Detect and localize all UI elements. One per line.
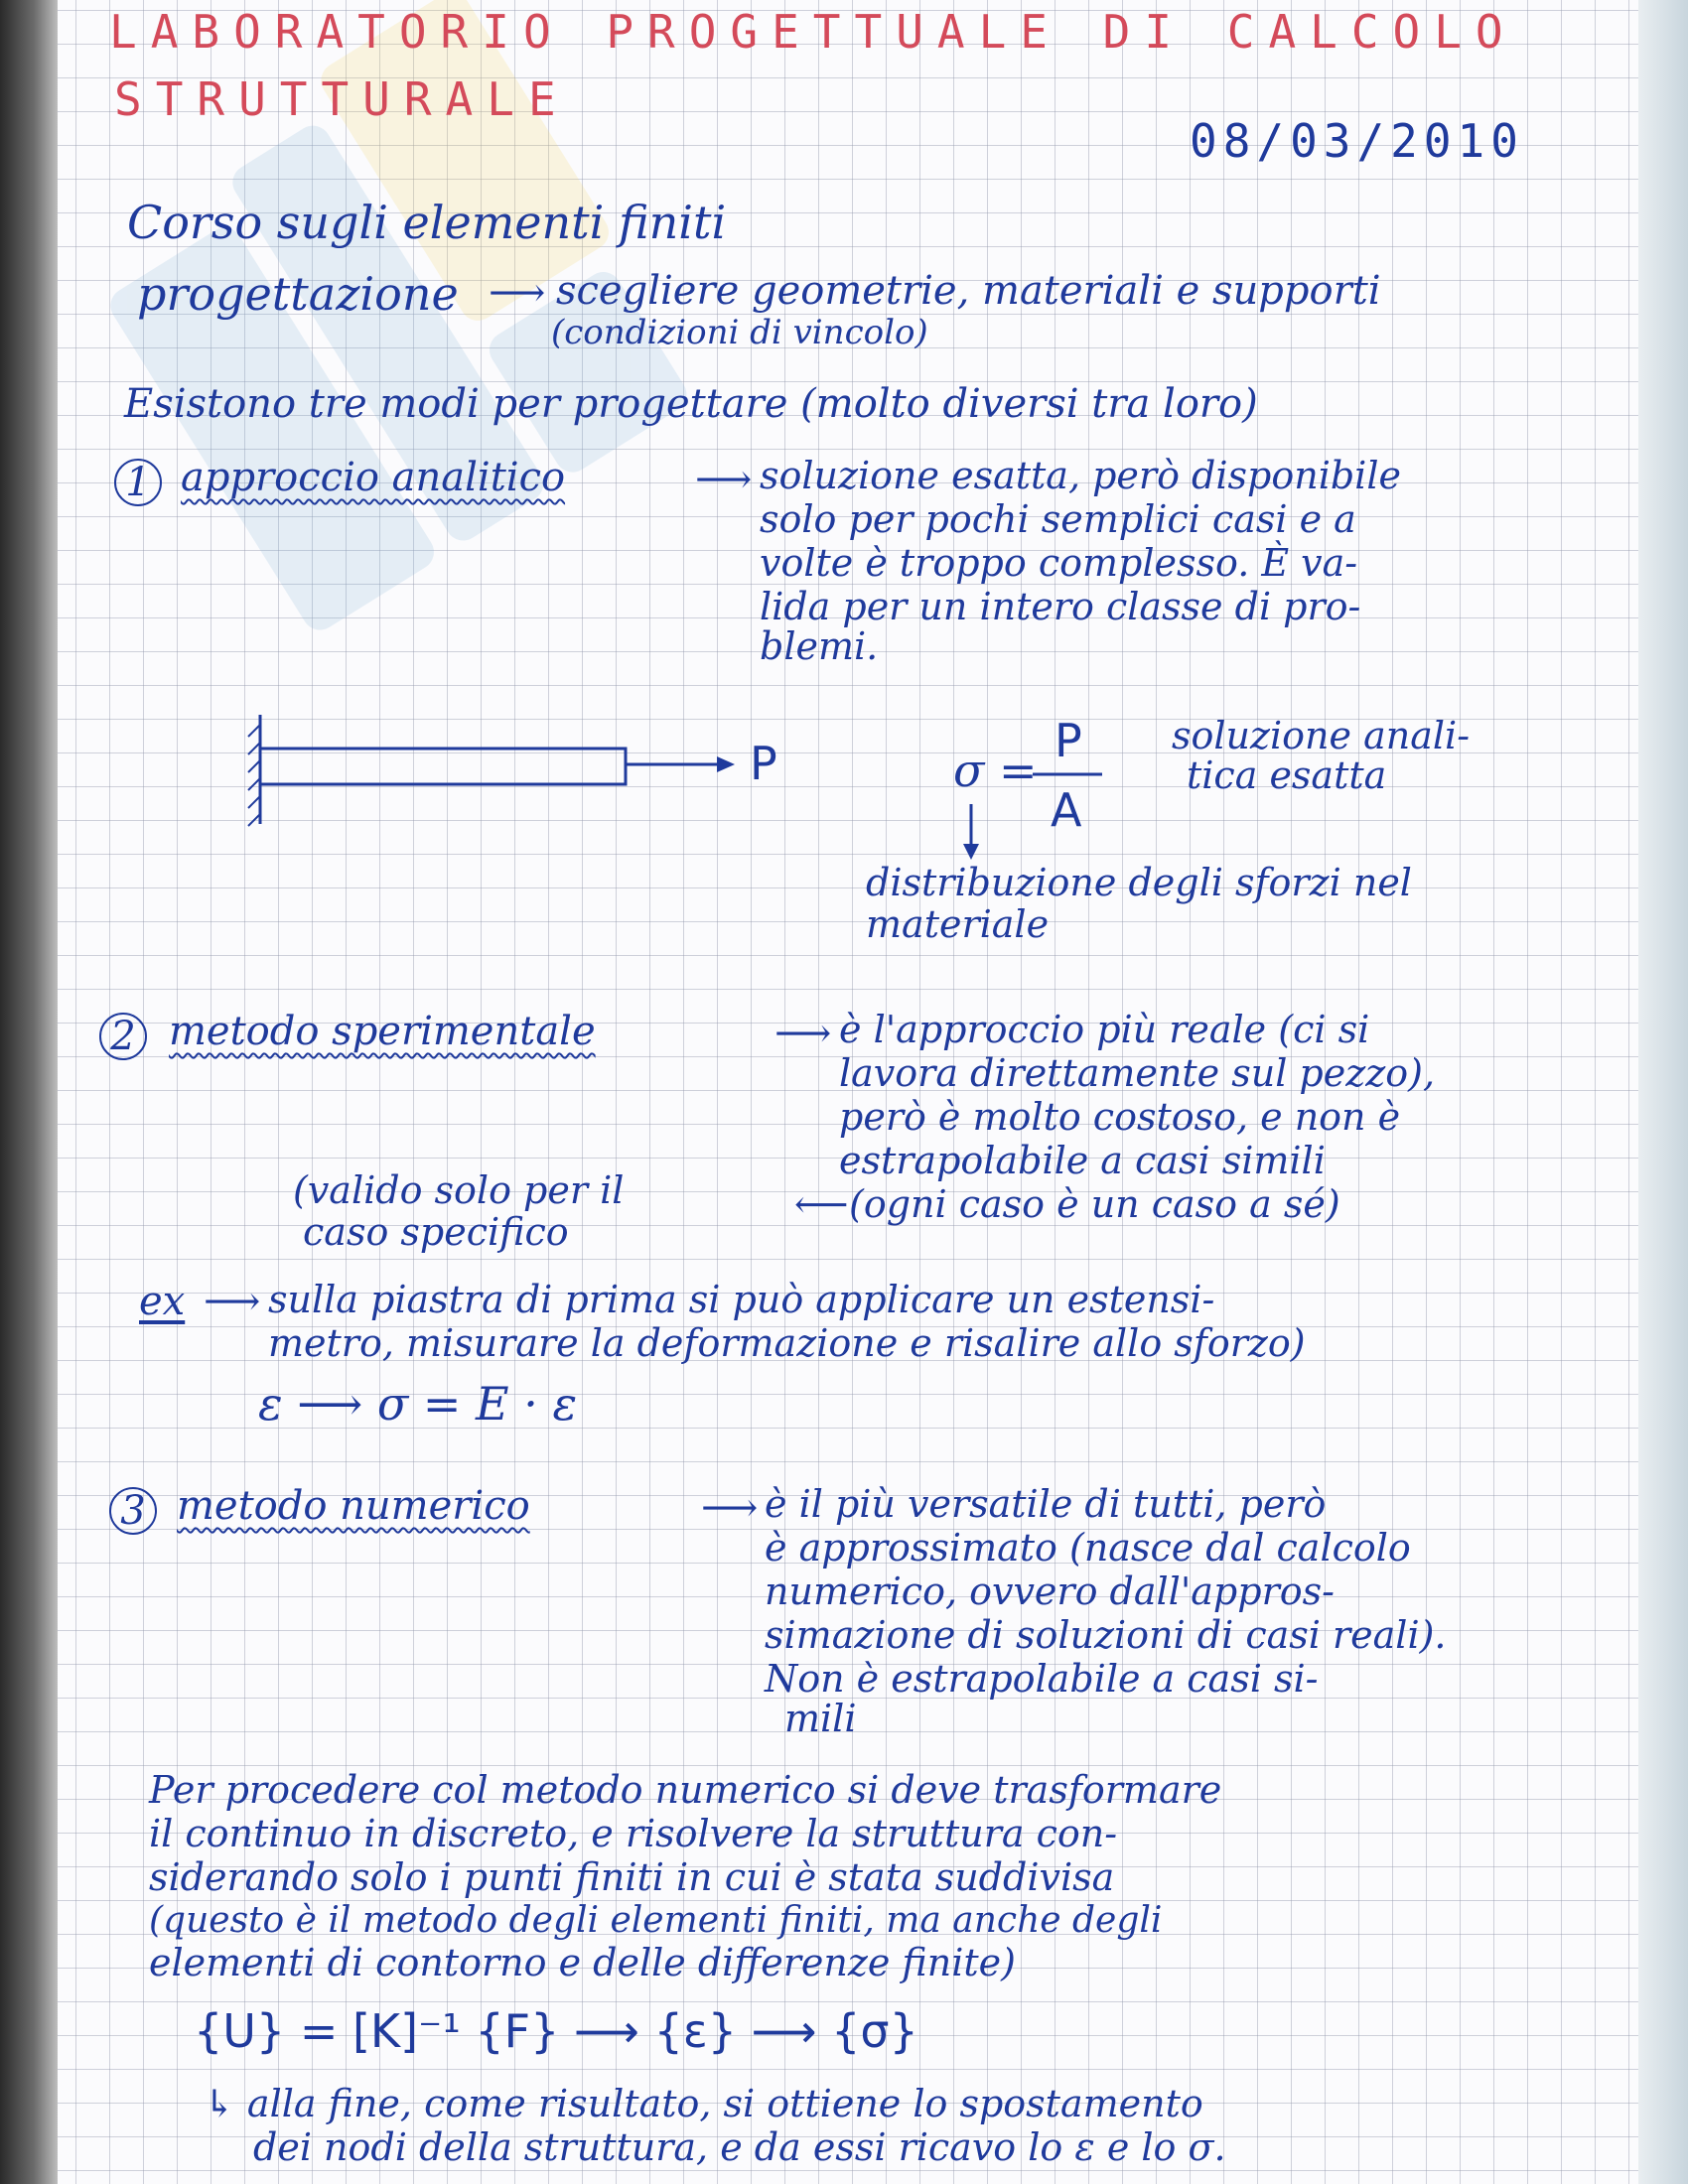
date: 08/03/2010 [1190,114,1524,168]
method-2-desc-3: però è molto costoso, e non è [839,1095,1401,1139]
method-1-desc-4: lida per un intero classe di pro- [760,585,1361,628]
method-2-desc-5: (ogni caso è un caso a sé) [849,1182,1340,1226]
procedure-line-4: (questo è il metodo degli elementi finiti, ma anche degli [149,1900,1163,1941]
arrow-icon: ⟶ [695,457,753,502]
procedure-line-2: il continuo in discreto, e risolvere la struttura con- [149,1812,1118,1855]
formula-note-1: soluzione anali- [1172,714,1471,757]
title-line-2: STRUTTURALE [114,72,570,126]
procedure-line-3: siderando solo i punti finiti in cui è stata suddivisa [149,1855,1115,1899]
method-3-desc-4: simazione di soluzioni di casi reali). [765,1613,1447,1657]
procedure-line-5: elementi di contorno e delle differenze finite) [149,1941,1016,1984]
example-formula: ε ⟶ σ = E · ε [258,1377,578,1431]
method-2-number: 2 [99,1013,147,1060]
method-3-name: metodo numerico [177,1483,530,1529]
stress-note-2: materiale [866,902,1050,946]
title-line-1: LABORATORIO PROGETTUALE DI CALCOLO [109,5,1517,59]
conclusion-line-2: dei nodi della struttura, e da essi ricavo lo ε e lo σ. [253,2125,1226,2169]
procedure-line-1: Per procedere col metodo numerico si deve trasformare [149,1768,1222,1812]
arrow-icon: ⟶ [701,1485,759,1531]
method-3-desc-5: Non è estrapolabile a casi si- [765,1657,1319,1701]
example-tag: ex [139,1279,186,1324]
method-3-desc-6: mili [784,1697,857,1740]
arrow-icon: ⟶ [774,1011,832,1056]
conclusion-line-1: ↳ alla fine, come risultato, si ottiene lo spostamento [204,2082,1203,2125]
example-text-2: metro, misurare la deformazione e risalire allo sforzo) [268,1321,1306,1365]
formula-lhs: σ = [953,744,1038,797]
design-label: progettazione [137,267,459,321]
method-3-desc-2: è approssimato (nasce dal calcolo [765,1526,1411,1570]
design-detail-note: (condizioni di vincolo) [551,313,928,352]
method-1-number: 1 [114,459,162,506]
stress-note-1: distribuzione degli sforzi nel [866,861,1412,904]
method-1-desc-2: solo per pochi semplici casi e a [760,497,1356,541]
method-3-number: 3 [109,1487,157,1535]
design-detail: scegliere geometrie, materiali e supporti [556,268,1381,314]
matrix-formula: {U} = [K]⁻¹ {F} ⟶ {ε} ⟶ {σ} [194,2004,918,2058]
arrow-icon: ⟶ [204,1279,261,1324]
method-2-desc-4: estrapolabile a casi simili [839,1139,1326,1182]
method-2-side-note-1: (valido solo per il [293,1168,625,1212]
method-1-desc-3: volte è troppo complesso. È va- [760,541,1358,585]
method-1-name: approccio analitico [181,455,566,500]
load-label: P [750,737,777,790]
formula-note-2: tica esatta [1187,753,1387,797]
three-ways-line: Esistono tre modi per progettare (molto diversi tra loro) [124,381,1258,427]
method-3-desc-1: è il più versatile di tutti, però [765,1482,1327,1526]
method-1-desc-5: blemi. [760,624,879,668]
method-2-desc-2: lavora direttamente sul pezzo), [839,1051,1436,1095]
formula-numerator: P [1055,714,1082,767]
method-2-desc-1: è l'approccio più reale (ci si [839,1008,1370,1051]
method-2-side-note-2: caso specifico [303,1210,569,1254]
method-3-desc-3: numerico, ovvero dall'appros- [765,1570,1335,1613]
intro-line: Corso sugli elementi finiti [127,196,727,249]
example-text-1: sulla piastra di prima si può applicare un estensi- [268,1278,1215,1321]
formula-denominator: A [1051,783,1082,837]
arrow-icon: ⟶ [489,270,546,316]
method-2-name: metodo sperimentale [169,1009,596,1054]
side-note-arrow-icon: ⟵ [794,1182,849,1226]
method-1-desc-1: soluzione esatta, però disponibile [760,454,1401,497]
